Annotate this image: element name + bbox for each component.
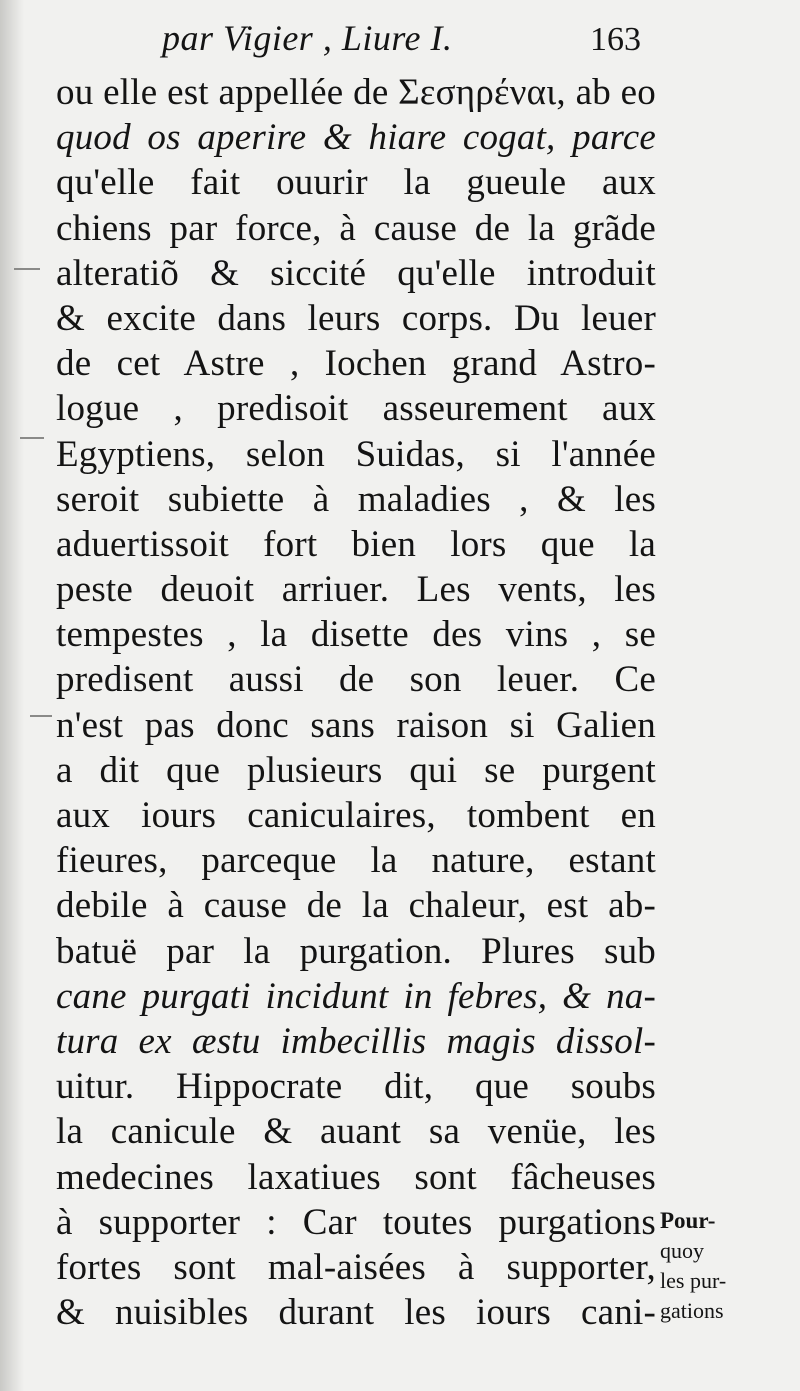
- margin-note: [660, 1206, 780, 1326]
- text-line: de cet Astre , Iochen grand Astro-: [56, 343, 656, 385]
- body-text: [56, 70, 656, 1340]
- text-line: n'est pas donc sans raison si Galien: [56, 704, 656, 746]
- margin-mark: [30, 715, 52, 717]
- text-line: aduertissoit fort bien lors que la: [56, 523, 656, 565]
- text-line: à supporter : Car toutes purgations: [56, 1201, 656, 1243]
- text-line: la canicule & auant sa venüe, les: [56, 1111, 656, 1153]
- text-line: predisent aussi de son leuer. Ce: [56, 659, 656, 701]
- margin-note-line: Pour-: [660, 1208, 716, 1233]
- text-line: medecines laxatiues sont fâcheuses: [56, 1156, 656, 1198]
- text-line: seroit subiette à maladies , & les: [56, 478, 656, 520]
- text-line: quod os aperire & hiare cogat, parce: [56, 117, 656, 159]
- running-head: par Vigier , Liure I.: [162, 18, 453, 58]
- text-line: logue , predisoit asseurement aux: [56, 388, 656, 430]
- text-line: chiens par force, à cause de la grãde: [56, 207, 656, 249]
- gutter-shadow: [0, 0, 24, 1391]
- text-line: fortes sont mal-aisées à supporter,: [56, 1246, 656, 1288]
- text-line: ou elle est appellée de Σεσηρέναι, ab eo: [56, 72, 656, 113]
- margin-note-line: gations: [660, 1298, 724, 1323]
- text-line: tura ex æstu imbecillis magis dissol-: [56, 1020, 656, 1062]
- text-line: tempestes , la disette des vins , se: [56, 614, 656, 656]
- text-line: peste deuoit arriuer. Les vents, les: [56, 569, 656, 611]
- text-line: alteratiõ & siccité qu'elle introduit: [56, 252, 656, 294]
- margin-note-line: les pur-: [660, 1268, 727, 1293]
- page-number: 163: [590, 21, 641, 58]
- text-line: & nuisibles durant les iours cani-: [56, 1292, 656, 1334]
- text-line: a dit que plusieurs qui se purgent: [56, 749, 656, 791]
- margin-mark: [14, 268, 40, 270]
- text-line: uitur. Hippocrate dit, que soubs: [56, 1066, 656, 1108]
- text-line: fieures, parceque la nature, estant: [56, 840, 656, 882]
- text-line: debile à cause de la chaleur, est ab-: [56, 885, 656, 927]
- margin-note-line: quoy: [660, 1238, 704, 1263]
- page-header: [0, 12, 800, 68]
- text-line: Egyptiens, selon Suidas, si l'année: [56, 433, 656, 475]
- text-line: & excite dans leurs corps. Du leuer: [56, 297, 656, 339]
- text-line: qu'elle fait ouurir la gueule aux: [56, 162, 656, 204]
- margin-mark: [20, 437, 44, 439]
- text-line: cane purgati incidunt in febres, & na-: [56, 975, 656, 1017]
- text-line: batuë par la purgation. Plures sub: [56, 930, 656, 972]
- text-line: aux iours caniculaires, tombent en: [56, 795, 656, 836]
